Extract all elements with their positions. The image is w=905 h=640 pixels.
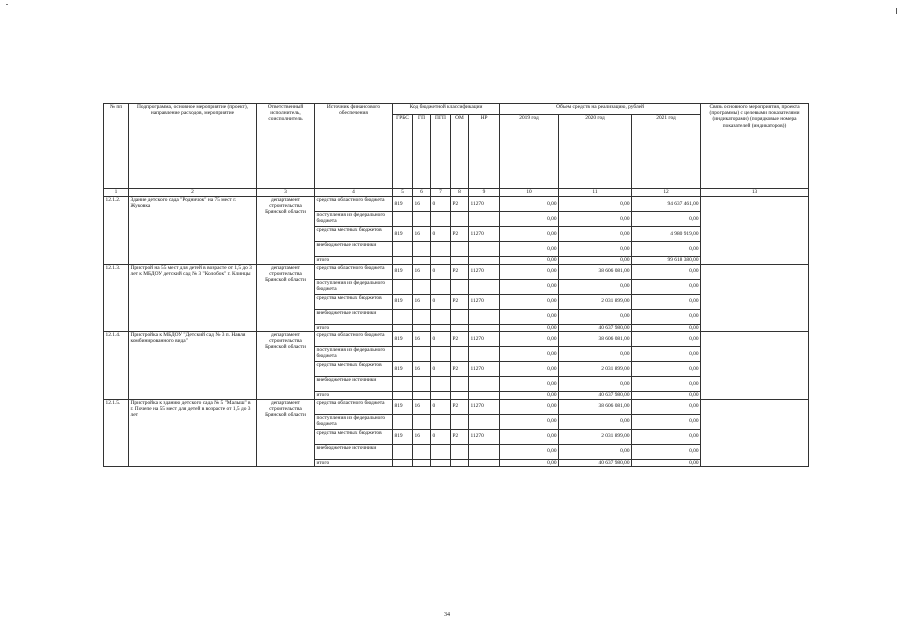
funding-source: средства областного бюджета (315, 399, 393, 414)
code-pgp (431, 257, 451, 265)
header-budget-code: Код бюджетной классификации (393, 104, 500, 115)
measure-number: 12.1.3. (104, 264, 129, 332)
index-cell: 2 (129, 189, 257, 197)
amount-2019: 0,00 (500, 429, 559, 444)
measure-executor: департамент строительства Брянской области (257, 332, 315, 400)
index-cell: 1 (104, 189, 129, 197)
amount-2021: 94 637 461,00 (632, 197, 701, 212)
code-om: Р2 (451, 197, 469, 212)
funding-source: средства местных бюджетов (315, 227, 393, 242)
index-cell: 4 (315, 189, 393, 197)
funding-source: итого (315, 324, 393, 332)
amount-2020: 0,00 (559, 347, 632, 362)
code-gp: 16 (413, 197, 431, 212)
total-2020: 40 637 980,00 (559, 459, 632, 467)
funding-source: поступления из федерального бюджета (315, 414, 393, 429)
header-code-gp: ГП (413, 115, 431, 189)
amount-2019: 0,00 (500, 332, 559, 347)
code-gp (413, 279, 431, 294)
total-2021: 0,00 (632, 459, 701, 467)
code-om (451, 414, 469, 429)
measure-name: Пристройка к зданию детского сада № 5 "Малыш" в г. Почепе на 55 мест для детей в возрасте от 1,5 до 3 лет (129, 399, 257, 467)
code-om (451, 257, 469, 265)
amount-2020: 38 606 081,00 (559, 332, 632, 347)
code-grbs: 819 (393, 399, 413, 414)
measure-group (104, 197, 809, 265)
amount-2021: 0,00 (632, 444, 701, 459)
total-2021: 0,00 (632, 392, 701, 400)
code-om: Р2 (451, 227, 469, 242)
total-2020: 0,00 (559, 257, 632, 265)
code-pgp: 0 (431, 332, 451, 347)
amount-2021: 0,00 (632, 414, 701, 429)
code-nr (469, 444, 500, 459)
code-pgp (431, 324, 451, 332)
funding-source: поступления из федерального бюджета (315, 212, 393, 227)
funding-source: средства местных бюджетов (315, 294, 393, 309)
code-grbs (393, 324, 413, 332)
code-grbs (393, 459, 413, 467)
code-grbs: 819 (393, 227, 413, 242)
funding-source: средства местных бюджетов (315, 429, 393, 444)
code-pgp: 0 (431, 264, 451, 279)
amount-2020: 0,00 (559, 444, 632, 459)
index-cell: 7 (431, 189, 451, 197)
amount-2019: 0,00 (500, 279, 559, 294)
funding-source: итого (315, 459, 393, 467)
amount-2019: 0,00 (500, 377, 559, 392)
code-om (451, 212, 469, 227)
amount-2021: 0,00 (632, 347, 701, 362)
index-cell: 3 (257, 189, 315, 197)
code-om (451, 279, 469, 294)
header-year-2020: 2020 год (559, 115, 632, 189)
code-nr (469, 392, 500, 400)
amount-2021: 0,00 (632, 242, 701, 257)
indicator-link (701, 264, 809, 332)
code-grbs: 819 (393, 264, 413, 279)
code-pgp: 0 (431, 197, 451, 212)
amount-2021: 0,00 (632, 309, 701, 324)
measure-number: 12.1.5. (104, 399, 129, 467)
page-number: 34 (444, 612, 450, 618)
table-row (104, 332, 809, 347)
code-om: Р2 (451, 429, 469, 444)
measure-executor: департамент строительства Брянской области (257, 399, 315, 467)
funding-source: средства местных бюджетов (315, 362, 393, 377)
header-link: Связь основного мероприятия, проекта (программы) с целевыми показателями (индикаторами) (порядковые номера показателей (индикаторов)) (701, 104, 809, 189)
funding-source: средства областного бюджета (315, 197, 393, 212)
amount-2019: 0,00 (500, 399, 559, 414)
code-nr: 11270 (469, 197, 500, 212)
funding-source: средства областного бюджета (315, 332, 393, 347)
code-pgp (431, 347, 451, 362)
code-gp (413, 459, 431, 467)
code-grbs (393, 347, 413, 362)
code-pgp (431, 242, 451, 257)
code-nr: 11270 (469, 332, 500, 347)
total-2020: 40 637 980,00 (559, 392, 632, 400)
header-volume: Объем средств на реализацию, рублей (500, 104, 701, 115)
scan-margin-mark (896, 8, 897, 14)
code-nr (469, 347, 500, 362)
header-no: № пп (104, 104, 129, 189)
header-code-grbs: ГРБС (393, 115, 413, 189)
indicator-link (701, 197, 809, 265)
code-pgp: 0 (431, 429, 451, 444)
funding-source: средства областного бюджета (315, 264, 393, 279)
code-grbs (393, 414, 413, 429)
code-pgp (431, 377, 451, 392)
code-grbs (393, 392, 413, 400)
amount-2019: 0,00 (500, 294, 559, 309)
code-pgp (431, 279, 451, 294)
amount-2020: 0,00 (559, 377, 632, 392)
funding-source: итого (315, 392, 393, 400)
code-gp: 16 (413, 362, 431, 377)
code-gp (413, 347, 431, 362)
code-om: Р2 (451, 399, 469, 414)
code-nr (469, 459, 500, 467)
code-grbs (393, 377, 413, 392)
index-cell: 8 (451, 189, 469, 197)
amount-2021: 0,00 (632, 362, 701, 377)
amount-2020: 38 606 081,00 (559, 264, 632, 279)
code-gp: 16 (413, 429, 431, 444)
measure-name: Здание детского сада "Родничок" на 75 мест г. Жуковка (129, 197, 257, 265)
total-2019: 0,00 (500, 324, 559, 332)
scan-speck (6, 4, 8, 5)
header-year-2021: 2021 год (632, 115, 701, 189)
amount-2021: 0,00 (632, 294, 701, 309)
code-om (451, 242, 469, 257)
code-om: Р2 (451, 294, 469, 309)
code-om: Р2 (451, 264, 469, 279)
measure-executor: департамент строительства Брянской области (257, 264, 315, 332)
code-om (451, 347, 469, 362)
total-2019: 0,00 (500, 392, 559, 400)
code-nr (469, 309, 500, 324)
index-cell: 12 (632, 189, 701, 197)
amount-2019: 0,00 (500, 444, 559, 459)
amount-2021: 0,00 (632, 264, 701, 279)
code-nr: 11270 (469, 429, 500, 444)
amount-2019: 0,00 (500, 414, 559, 429)
code-gp (413, 309, 431, 324)
amount-2020: 0,00 (559, 242, 632, 257)
code-gp: 16 (413, 264, 431, 279)
code-pgp (431, 212, 451, 227)
funding-source: внебюджетные источники (315, 242, 393, 257)
amount-2021: 0,00 (632, 332, 701, 347)
code-gp (413, 212, 431, 227)
amount-2021: 0,00 (632, 399, 701, 414)
index-cell: 13 (701, 189, 809, 197)
code-gp (413, 377, 431, 392)
code-gp (413, 257, 431, 265)
header-source: Источник финансового обеспечения (315, 104, 393, 189)
code-pgp (431, 459, 451, 467)
code-nr (469, 414, 500, 429)
code-pgp: 0 (431, 362, 451, 377)
code-pgp: 0 (431, 399, 451, 414)
table-row (104, 264, 809, 279)
code-grbs (393, 279, 413, 294)
code-nr (469, 279, 500, 294)
index-cell: 11 (559, 189, 632, 197)
code-grbs: 819 (393, 429, 413, 444)
measure-group (104, 264, 809, 332)
measure-name: Пристрой на 55 мест для детей в возрасте от 1,5 до 3 лет к МБДОУ детский сад № 3 "Колобок" г. Клинцы (129, 264, 257, 332)
code-om (451, 444, 469, 459)
code-om (451, 324, 469, 332)
code-nr (469, 242, 500, 257)
measure-group (104, 399, 809, 467)
funding-source: поступления из федерального бюджета (315, 347, 393, 362)
code-nr (469, 324, 500, 332)
code-gp (413, 414, 431, 429)
funding-source: поступления из федерального бюджета (315, 279, 393, 294)
funding-source: внебюджетные источники (315, 309, 393, 324)
code-om: Р2 (451, 332, 469, 347)
header-code-nr: НР (469, 115, 500, 189)
header-subprogram: Подпрограмма, основное мероприятие (проект), направление расходов, мероприятие (129, 104, 257, 189)
amount-2020: 38 606 081,00 (559, 399, 632, 414)
code-om (451, 309, 469, 324)
code-gp (413, 324, 431, 332)
code-nr: 11270 (469, 362, 500, 377)
code-grbs: 819 (393, 294, 413, 309)
amount-2021: 0,00 (632, 429, 701, 444)
header-code-om: ОМ (451, 115, 469, 189)
index-cell: 10 (500, 189, 559, 197)
code-grbs (393, 309, 413, 324)
code-om (451, 392, 469, 400)
amount-2019: 0,00 (500, 347, 559, 362)
code-gp (413, 392, 431, 400)
code-gp: 16 (413, 399, 431, 414)
amount-2020: 0,00 (559, 227, 632, 242)
code-gp (413, 444, 431, 459)
code-grbs (393, 444, 413, 459)
code-nr (469, 257, 500, 265)
code-nr: 11270 (469, 264, 500, 279)
code-pgp (431, 309, 451, 324)
code-gp (413, 242, 431, 257)
header-year-2019: 2019 год (500, 115, 559, 189)
amount-2019: 0,00 (500, 227, 559, 242)
index-cell: 5 (393, 189, 413, 197)
code-om (451, 377, 469, 392)
amount-2019: 0,00 (500, 212, 559, 227)
code-nr (469, 377, 500, 392)
amount-2020: 0,00 (559, 279, 632, 294)
code-pgp: 0 (431, 227, 451, 242)
amount-2019: 0,00 (500, 197, 559, 212)
total-2021: 0,00 (632, 324, 701, 332)
code-pgp (431, 444, 451, 459)
amount-2020: 2 031 899,00 (559, 294, 632, 309)
amount-2020: 2 031 899,00 (559, 362, 632, 377)
code-gp: 16 (413, 227, 431, 242)
amount-2020: 2 031 899,00 (559, 429, 632, 444)
amount-2020: 0,00 (559, 414, 632, 429)
amount-2021: 0,00 (632, 377, 701, 392)
indicator-link (701, 332, 809, 400)
code-gp: 16 (413, 332, 431, 347)
code-pgp: 0 (431, 294, 451, 309)
measure-group (104, 332, 809, 400)
amount-2020: 0,00 (559, 309, 632, 324)
total-2021: 99 618 380,00 (632, 257, 701, 265)
code-grbs: 819 (393, 362, 413, 377)
code-grbs (393, 257, 413, 265)
header-executor: Ответственный исполнитель, соисполнитель (257, 104, 315, 189)
total-2020: 40 637 980,00 (559, 324, 632, 332)
measure-number: 12.1.2. (104, 197, 129, 265)
code-grbs: 819 (393, 197, 413, 212)
amount-2020: 0,00 (559, 197, 632, 212)
code-pgp (431, 392, 451, 400)
code-nr (469, 212, 500, 227)
amount-2019: 0,00 (500, 264, 559, 279)
amount-2019: 0,00 (500, 309, 559, 324)
index-cell: 9 (469, 189, 500, 197)
total-2019: 0,00 (500, 459, 559, 467)
measure-number: 12.1.4. (104, 332, 129, 400)
code-nr: 11270 (469, 399, 500, 414)
amount-2021: 4 980 919,00 (632, 227, 701, 242)
column-index-row (104, 189, 809, 197)
code-gp: 16 (413, 294, 431, 309)
funding-source: внебюджетные источники (315, 444, 393, 459)
header-code-pgp: ПГП (431, 115, 451, 189)
amount-2019: 0,00 (500, 242, 559, 257)
table-row (104, 399, 809, 414)
code-grbs (393, 242, 413, 257)
index-cell: 6 (413, 189, 431, 197)
code-nr: 11270 (469, 294, 500, 309)
code-om: Р2 (451, 362, 469, 377)
code-pgp (431, 414, 451, 429)
amount-2020: 0,00 (559, 212, 632, 227)
funding-source: итого (315, 257, 393, 265)
indicator-link (701, 399, 809, 467)
amount-2021: 0,00 (632, 279, 701, 294)
total-2019: 0,00 (500, 257, 559, 265)
code-om (451, 459, 469, 467)
funding-source: внебюджетные источники (315, 377, 393, 392)
code-grbs: 819 (393, 332, 413, 347)
table-row (104, 197, 809, 212)
code-nr: 11270 (469, 227, 500, 242)
amount-2019: 0,00 (500, 362, 559, 377)
budget-table (103, 103, 809, 467)
measure-executor: департамент строительства Брянской области (257, 197, 315, 265)
measure-name: Пристройка к МБДОУ "Детский сад № 3 п. Навля комбинированного вида" (129, 332, 257, 400)
code-grbs (393, 212, 413, 227)
amount-2021: 0,00 (632, 212, 701, 227)
